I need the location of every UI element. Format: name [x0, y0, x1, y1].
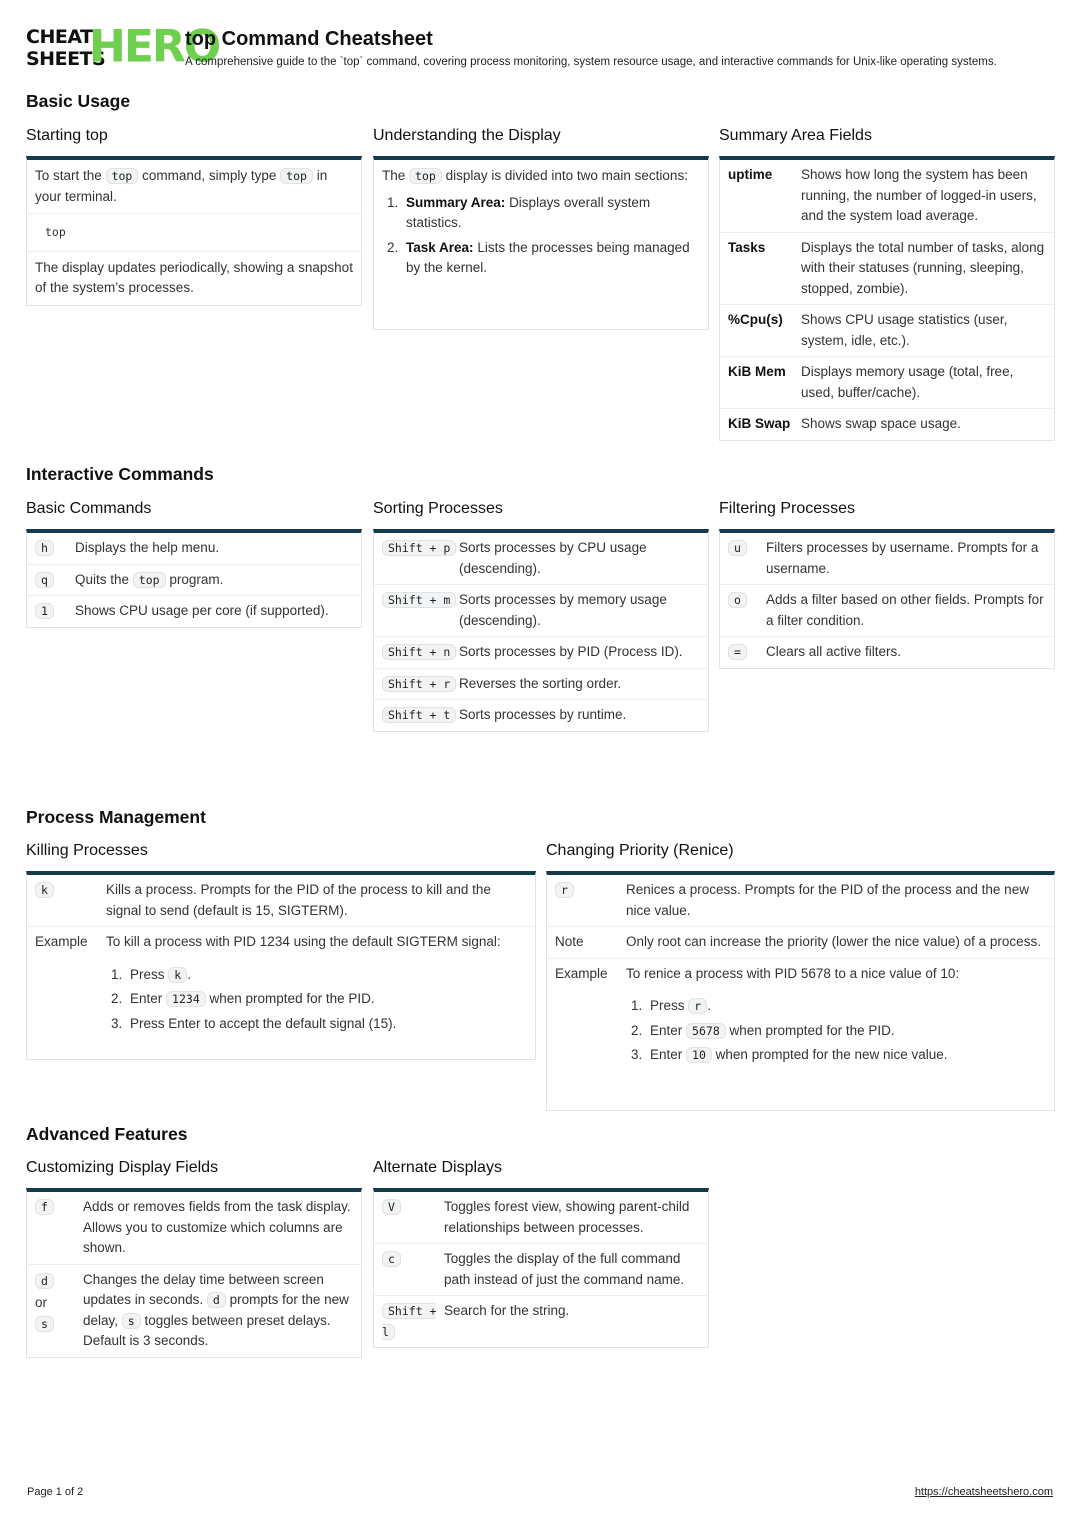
section-title-process-management: Process Management — [26, 807, 206, 827]
text: The — [382, 168, 406, 183]
text: Displays overall system statistics. — [406, 194, 651, 230]
inline-code: k — [168, 967, 187, 983]
table-row — [720, 533, 1054, 585]
text: display is divided into two main sections: — [445, 168, 688, 183]
starting-top-intro — [27, 160, 361, 214]
field-key: %Cpu(s) — [728, 312, 783, 327]
card-starting-top — [26, 156, 362, 306]
steps-list — [626, 996, 1046, 1066]
table-row — [374, 585, 708, 637]
list-item — [402, 193, 700, 234]
text: Quits the — [75, 571, 130, 587]
field-key: KiB Mem — [728, 364, 786, 379]
command-desc: Reverses the sorting order. — [459, 675, 622, 691]
text: To kill a process with PID 1234 using the default SIGTERM signal: — [106, 934, 501, 949]
text: Press Enter to accept the default signal (15). — [130, 1015, 397, 1031]
list-item — [402, 238, 700, 279]
text: Task Area: — [406, 239, 474, 255]
table-row — [374, 637, 708, 669]
table-row — [720, 357, 1054, 409]
command-desc: Toggles forest view, showing parent-child relationships between processes. — [444, 1199, 690, 1235]
table-row — [720, 637, 1054, 668]
logo-word-hero: HERO — [89, 20, 220, 73]
table-row — [27, 875, 535, 927]
text: toggles between preset delays. Default is 3 seconds. — [83, 1312, 331, 1348]
code-example: top — [27, 214, 361, 252]
list-item — [126, 965, 527, 986]
text: when prompted for the new nice value. — [715, 1047, 948, 1062]
card-renice — [546, 871, 1055, 1111]
field-desc: Displays the total number of tasks, along with their statuses (running, sleeping, stopped, zombie). — [801, 239, 1045, 296]
key-shift-l: Shift + l — [382, 1304, 437, 1339]
text: prompts for the new delay, — [83, 1292, 349, 1328]
card-killing-processes — [26, 871, 536, 1060]
section-title-basic-usage: Basic Usage — [26, 91, 131, 111]
command-desc: Clears all active filters. — [766, 644, 902, 659]
text: Summary Area: — [406, 194, 506, 210]
list-item — [646, 1045, 1046, 1066]
field-desc: Displays memory usage (total, free, used, buffer/cache). — [801, 364, 1014, 400]
example-body — [106, 932, 527, 1038]
key-f: f — [35, 1199, 54, 1215]
table-row — [547, 875, 1054, 927]
inline-code: top — [409, 168, 442, 184]
text: Enter — [130, 991, 163, 1006]
table-row — [27, 596, 361, 627]
text: Lists the processes being managed by the kernel. — [406, 239, 690, 275]
list-item — [646, 996, 1046, 1017]
card-understanding-display — [373, 156, 709, 330]
inline-code: top — [106, 168, 139, 184]
page-title: top Command Cheatsheet — [185, 28, 433, 50]
key-s: s — [35, 1316, 54, 1332]
table-row — [374, 1244, 708, 1296]
command-desc: Search for the string. — [444, 1303, 570, 1318]
key-c: c — [382, 1251, 401, 1267]
key-shift-p: Shift + p — [382, 540, 456, 556]
command-desc: Sorts processes by PID (Process ID). — [459, 644, 683, 659]
text: Press — [650, 998, 685, 1013]
card-title-renice: Changing Priority (Renice) — [546, 842, 734, 859]
command-desc: Toggles the display of the full command path instead of just the command name. — [444, 1251, 685, 1287]
inline-code: s — [122, 1313, 141, 1329]
note-label: Note — [555, 934, 584, 949]
text: Enter — [650, 1047, 683, 1062]
text: Press — [130, 966, 165, 982]
card-title-customizing: Customizing Display Fields — [26, 1159, 219, 1176]
table-row — [374, 669, 708, 701]
logo-word-sheets: SHEETS — [26, 48, 106, 70]
command-desc: Adds a filter based on other fields. Prompts for a filter condition. — [766, 592, 1044, 628]
field-desc: Shows CPU usage statistics (user, system, idle, etc.). — [801, 312, 1008, 348]
key-v: V — [382, 1199, 401, 1215]
table-row — [27, 927, 535, 1043]
steps-list — [106, 965, 527, 1035]
table-row — [547, 959, 1054, 1075]
key-shift-t: Shift + t — [382, 707, 456, 723]
key-u: u — [728, 540, 747, 556]
page-subtitle: A comprehensive guide to the `top` command, covering process monitoring, system resource usage, and interactive commands for Unix-like operating systems. — [185, 56, 997, 68]
text: in your terminal. — [35, 168, 328, 204]
starting-top-note: The display updates periodically, showing a snapshot of the system’s processes. — [35, 259, 353, 295]
list-item — [126, 989, 527, 1010]
table-row — [547, 927, 1054, 959]
command-desc: Adds or removes fields from the task display. Allows you to customize which columns are shown. — [83, 1199, 351, 1255]
key-1: 1 — [35, 603, 54, 619]
table-row — [27, 1265, 361, 1357]
key-shift-r: Shift + r — [382, 676, 456, 692]
card-sorting-processes — [373, 529, 709, 732]
page-number: Page 1 of 2 — [27, 1486, 84, 1498]
text: To renice a process with PID 5678 to a nice value of 10: — [626, 965, 960, 981]
card-basic-commands — [26, 529, 362, 628]
card-title-filtering-processes: Filtering Processes — [719, 500, 856, 517]
card-summary-fields — [719, 156, 1055, 441]
key-h: h — [35, 540, 54, 556]
field-key: uptime — [728, 167, 773, 182]
field-desc: Shows swap space usage. — [801, 416, 961, 431]
inline-code: 1234 — [166, 991, 206, 1007]
table-row — [374, 700, 708, 731]
note-text: Only root can increase the priority (lower the nice value) of a process. — [626, 934, 1041, 949]
text: . — [187, 966, 191, 982]
table-row — [374, 1296, 708, 1347]
key-shift-m: Shift + m — [382, 592, 456, 608]
table-row — [720, 233, 1054, 306]
table-row — [720, 160, 1054, 233]
key-o: o — [728, 592, 747, 608]
key-k: k — [35, 882, 54, 898]
command-desc — [83, 1270, 353, 1352]
text: when prompted for the PID. — [209, 991, 375, 1006]
inline-code: d — [207, 1292, 226, 1308]
display-sections-list — [382, 193, 700, 279]
command-desc — [75, 570, 353, 591]
table-row — [374, 1192, 708, 1244]
card-title-sorting-processes: Sorting Processes — [373, 500, 503, 517]
inline-code: top — [133, 572, 166, 588]
key-d: d — [35, 1273, 54, 1289]
command-desc: Filters processes by username. Prompts for a username. — [766, 540, 1039, 576]
understanding-intro — [374, 160, 708, 289]
page-header — [26, 20, 1056, 76]
card-filtering-processes — [719, 529, 1055, 669]
table-row — [720, 585, 1054, 637]
text: command, simply type — [142, 168, 277, 183]
command-desc: Kills a process. Prompts for the PID of the process to kill and the signal to send (default is 15, SIGTERM). — [106, 882, 491, 918]
section-title-interactive-commands: Interactive Commands — [26, 464, 214, 484]
example-label: Example — [555, 965, 608, 981]
inline-code: 10 — [686, 1047, 712, 1063]
list-item — [646, 1021, 1046, 1042]
command-desc: Sorts processes by memory usage (descending). — [459, 592, 667, 628]
card-title-alternate-displays: Alternate Displays — [373, 1159, 502, 1176]
inline-code: 5678 — [686, 1023, 726, 1039]
key-q: q — [35, 572, 54, 588]
text: Changes the delay time between screen updates in seconds. — [83, 1271, 324, 1307]
key-r: r — [555, 882, 574, 898]
table-row — [374, 533, 708, 585]
card-customizing — [26, 1188, 362, 1358]
table-row — [27, 533, 361, 565]
command-desc: Sorts processes by runtime. — [459, 707, 627, 722]
key-equals: = — [728, 644, 747, 660]
text: Enter — [650, 1022, 683, 1038]
command-desc: Renices a process. Prompts for the PID of the process and the new nice value. — [626, 882, 1029, 918]
card-title-starting-top: Starting top — [26, 127, 108, 144]
card-title-killing-processes: Killing Processes — [26, 842, 148, 859]
example-body — [626, 964, 1046, 1070]
card-alternate-displays — [373, 1188, 709, 1348]
card-title-understanding-display: Understanding the Display — [373, 127, 561, 144]
logo-word-cheat: CHEAT — [26, 26, 93, 48]
section-title-advanced-features: Advanced Features — [26, 1124, 188, 1144]
field-key: KiB Swap — [728, 416, 791, 431]
command-desc: Shows CPU usage per core (if supported). — [75, 603, 329, 618]
text: when prompted for the PID. — [729, 1022, 895, 1038]
table-row — [720, 409, 1054, 440]
text: . — [707, 998, 711, 1013]
field-key: Tasks — [728, 239, 766, 255]
card-title-basic-commands: Basic Commands — [26, 500, 152, 517]
footer-link[interactable]: https://cheatsheetshero.com — [914, 1486, 1053, 1498]
command-desc: Displays the help menu. — [75, 540, 220, 555]
key-shift-n: Shift + n — [382, 644, 456, 660]
inline-code: top — [280, 168, 313, 184]
table-row — [27, 565, 361, 597]
table-row — [27, 1192, 361, 1265]
table-row — [720, 305, 1054, 357]
key-group — [35, 1270, 83, 1352]
example-label: Example — [35, 934, 88, 949]
text: To start the — [35, 168, 102, 183]
text: program. — [169, 571, 224, 587]
field-desc: Shows how long the system has been running, the number of logged-in users, and the system load average. — [801, 167, 1037, 223]
cheatsheetshero-logo[interactable] — [26, 20, 220, 73]
inline-code: r — [688, 998, 707, 1014]
command-desc: Sorts processes by CPU usage (descending). — [459, 540, 647, 576]
text: or — [35, 1294, 48, 1310]
card-title-summary-fields: Summary Area Fields — [719, 127, 872, 144]
list-item — [126, 1014, 527, 1035]
